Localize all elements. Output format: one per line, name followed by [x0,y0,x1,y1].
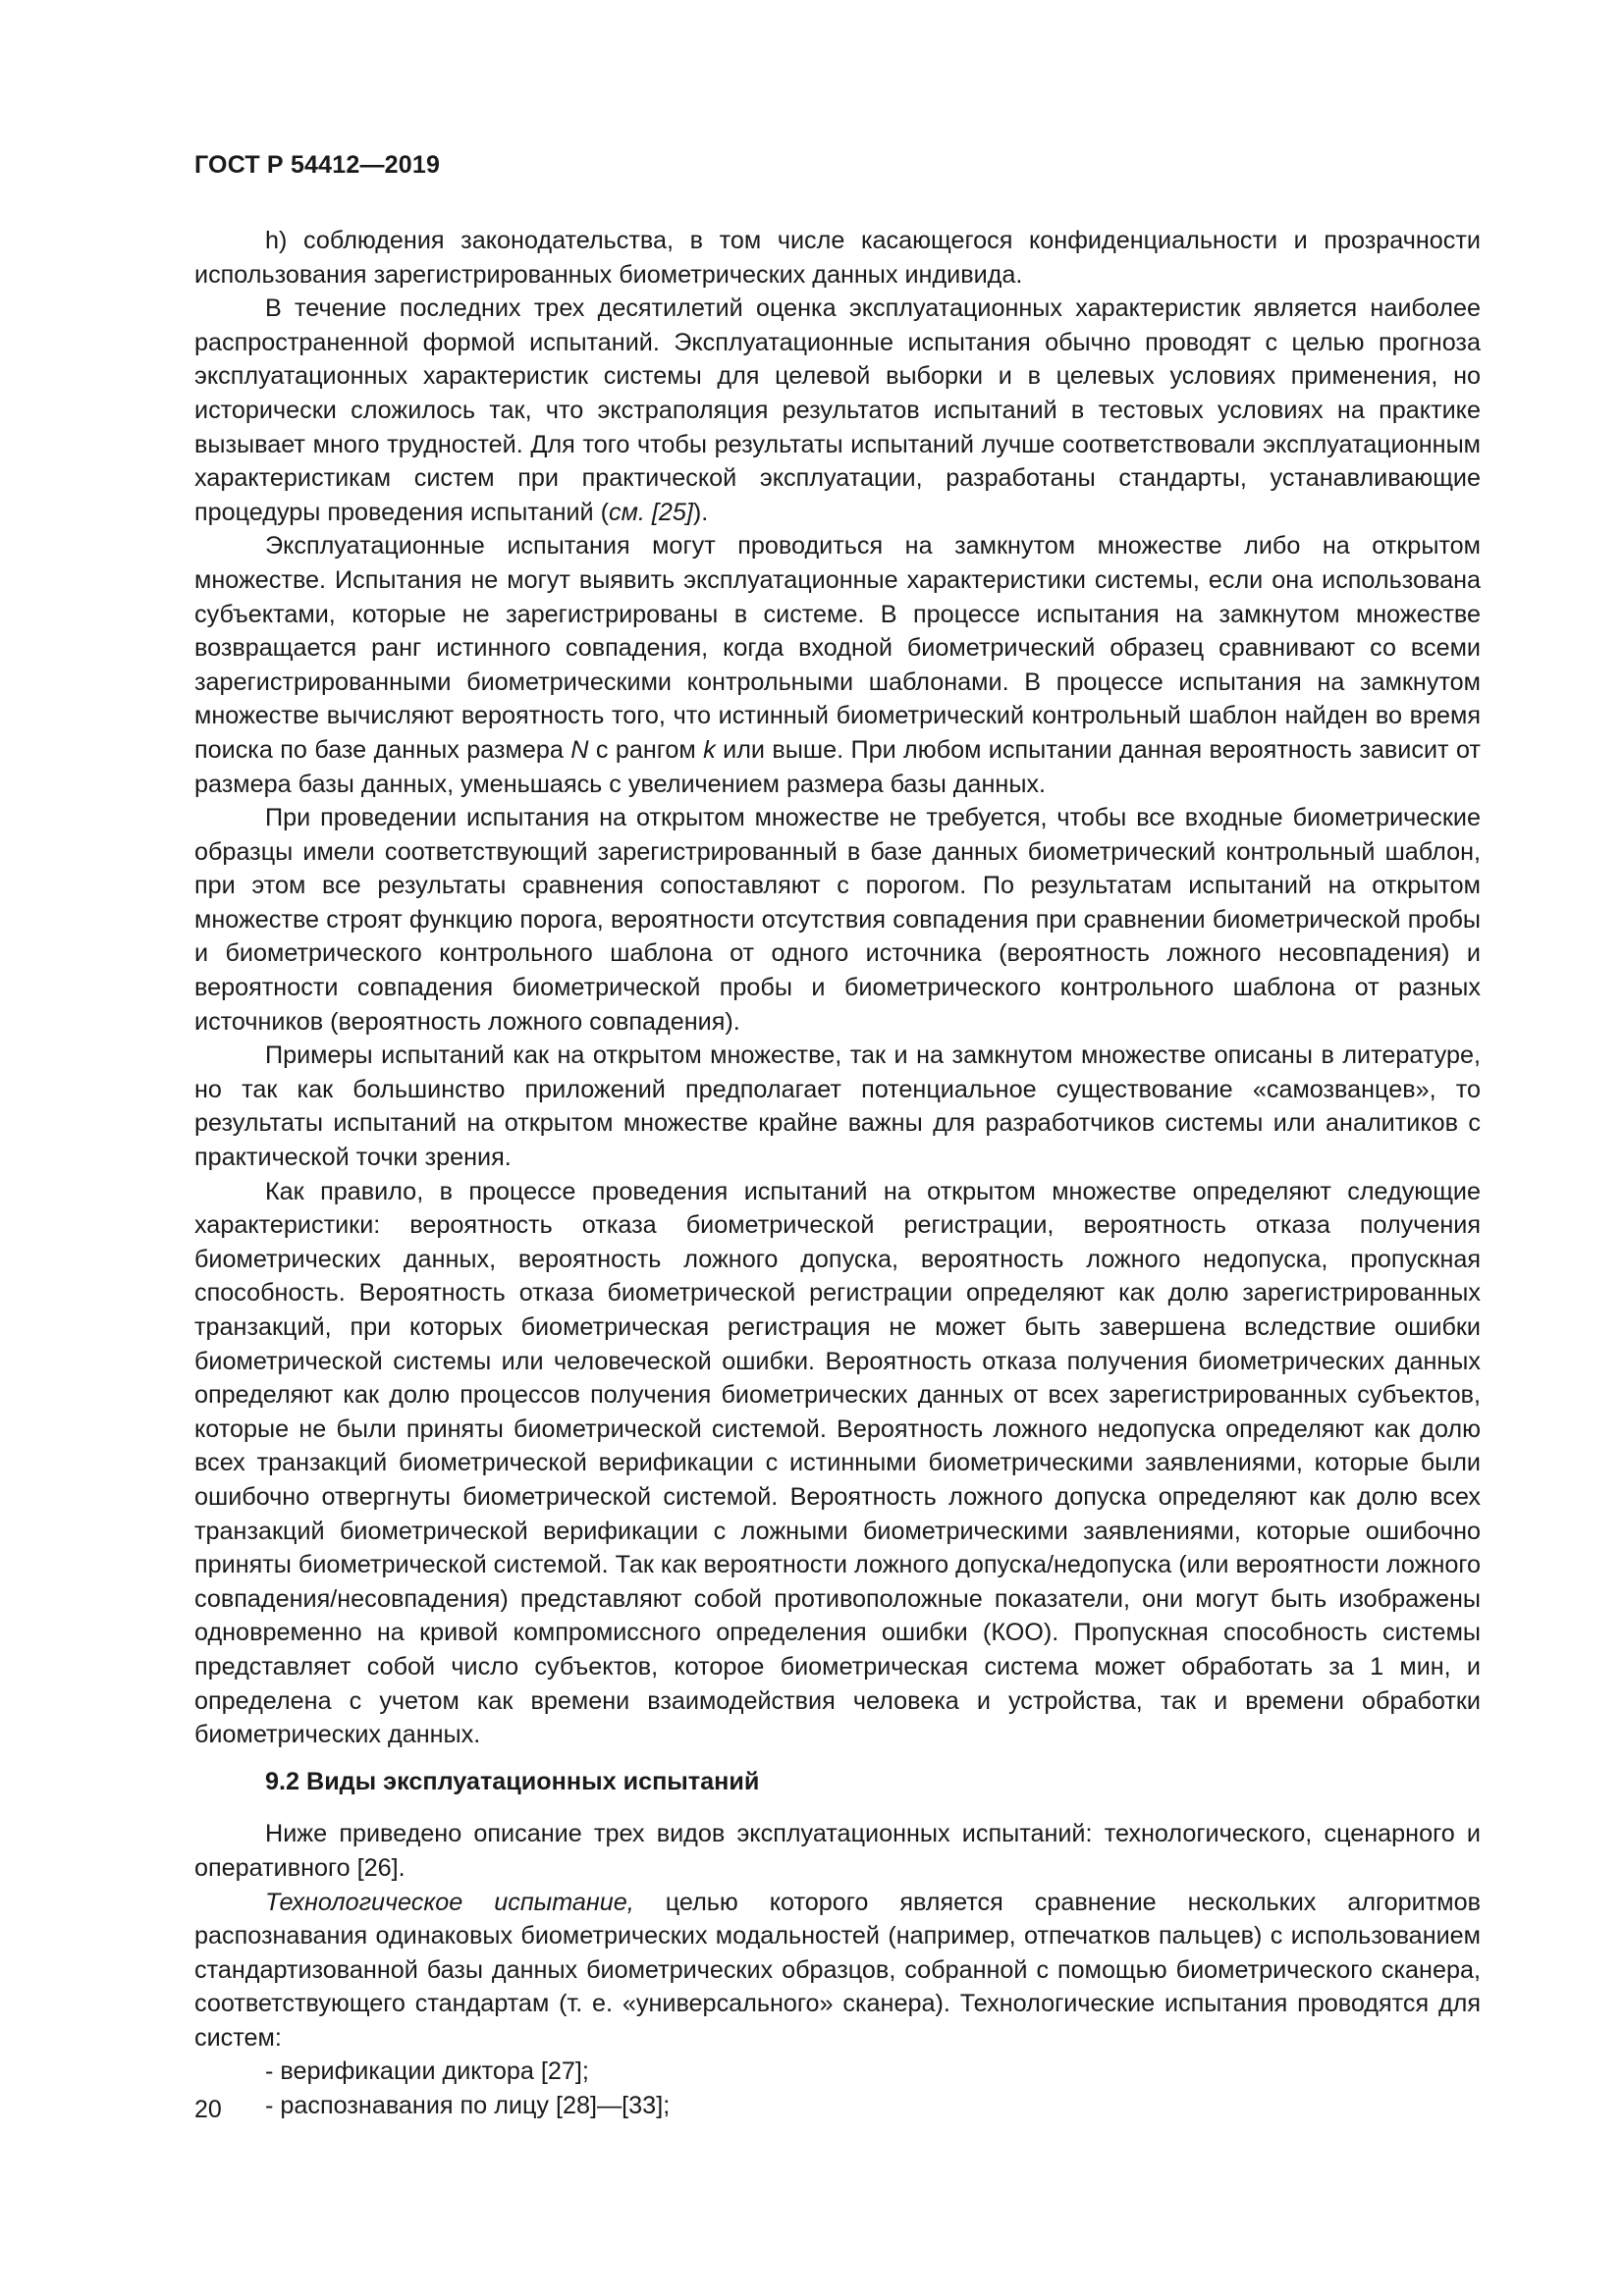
page-body [194,224,1481,2123]
list-item: - верификации диктора [27]; [265,2057,589,2086]
section-heading-9-2: 9.2 Виды эксплуатационных испытаний [265,1767,760,1795]
paragraph-7 [194,1886,1481,2056]
paragraph-4: Примеры испытаний как на открытом множестве, так и на замкнутом множестве описаны в литературе, но так как большинство приложений предполагает потенциальное существование «самозванцев», то результаты испытаний на открытом множестве крайне важны для разработчиков системы или аналитиков с практической точки зрения. [194,1041,1481,1172]
paragraph-2 [194,529,1481,801]
paragraph-h: h) соблюдения законодательства, в том числе касающегося конфиденциальности и прозрачности использования зарегистрированных биометрических данных индивида. [194,227,1481,289]
paragraph-7-text: целью которого является сравнение нескольких алгоритмов распознавания одинаковых биометрических модальностей (например, отпечатков пальцев) с использованием стандартизованной базы данных биометрических образцов, собранной с помощью биометрического сканера, соответствующего стандартам (т. е. «универсального» сканера). Технологические испытания проводятся для систем: [194,1888,1481,2052]
document-code-header: ГОСТ Р 54412—2019 [194,151,441,179]
paragraph-3: При проведении испытания на открытом множестве не требуется, чтобы все входные биометрические образцы имели соответствующий зарегистрированный в базе данных биометрический контрольный шаблон, при этом все результаты сравнения сопоставляют с порогом. По результатам испытаний на открытом множестве строят функцию порога, вероятности отсутствия совпадения при сравнении биометрической пробы и биометрического контрольного шаблона от одного источника (вероятность ложного несовпадения) и вероятности совпадения биометрической пробы и биометрического контрольного шаблона от разных источников (вероятность ложного совпадения). [194,804,1481,1036]
paragraph-1 [194,292,1481,529]
paragraph-5: Как правило, в процессе проведения испытаний на открытом множестве определяют следующие характеристики: вероятность отказа биометрической регистрации, вероятность отказа получения биометрических данных, вероятность ложного допуска, вероятность ложного недопуска, пропускная способность. Вероятность отказа биометрической регистрации определяют как долю зарегистрированных транзакций, при которых биометрическая регистрация не может быть завершена вследствие ошибки биометрической системы или человеческой ошибки. Вероятность отказа получения биометрических данных определяют как долю процессов получения биометрических данных от всех зарегистрированных субъектов, которые не были приняты биометрической системой. Вероятность ложного недопуска определяют как долю всех транзакций биометрической верификации с истинными биометрическими заявлениями, которые были ошибочно отвергнуты биометрической системой. Вероятность ложного допуска определяют как долю всех транзакций биометрической верификации с ложными биометрическими заявлениями, которые ошибочно приняты биометрической системой. Так как вероятности ложного допуска/недопуска (или вероятности ложного совпадения/несовпадения) представляют собой противоположные показатели, они могут быть изображены одновременно на кривой компромиссного определения ошибки (КОО). Пропускная способность системы представляет собой число субъектов, которое биометрическая система может обработать за 1 мин, и определена с учетом как времени взаимодействия человека и устройства, так и времени обработки биометрических данных. [194,1177,1481,1749]
paragraph-1-reference: см. [25] [609,498,693,526]
list-item: - распознавания по лицу [28]—[33]; [265,2092,671,2120]
paragraph-2-text-a: Эксплуатационные испытания могут проводиться на замкнутом множестве либо на открытом множестве. Испытания не могут выявить эксплуатационные характеристики системы, если она использована субъектами, которые не зарегистрированы в системе. В процессе испытания на замкнутом множестве возвращается ранг истинного совпадения, когда входной биометрический образец сравнивают со всеми зарегистрированными биометрическими контрольными шаблонами. В процессе испытания на замкнутом множестве вычисляют вероятность того, что истинный биометрический контрольный шаблон найден во время поиска по базе данных размера [194,532,1481,764]
page-number: 20 [194,2096,222,2123]
variable-k: k [703,735,716,764]
paragraph-2-text-c: или выше. При любом испытании данная вероятность зависит от размера базы данных, уменьшаясь с увеличением размера базы данных. [194,735,1481,798]
paragraph-2-text-b: с рангом [588,735,704,764]
paragraph-1-text: В течение последних трех десятилетий оценка эксплуатационных характеристик является наиболее распространенной формой испытаний. Эксплуатационные испытания обычно проводят с целью прогноза эксплуатационных характеристик системы для целевой выборки и в целевых условиях применения, но исторически сложилось так, что экстраполяция результатов испытаний в тестовых условиях на практике вызывает много трудностей. Для того чтобы результаты испытаний лучше соответствовали эксплуатационным характеристикам систем при практической эксплуатации, разработаны стандарты, устанавливающие процедуры проведения испытаний ( [194,294,1481,526]
variable-n: N [570,735,589,764]
paragraph-6: Ниже приведено описание трех видов эксплуатационных испытаний: технологического, сценарного и оперативного [26]. [194,1820,1481,1882]
paragraph-1-end: ). [692,498,709,526]
paragraph-7-term: Технологическое испытание, [265,1888,634,1916]
